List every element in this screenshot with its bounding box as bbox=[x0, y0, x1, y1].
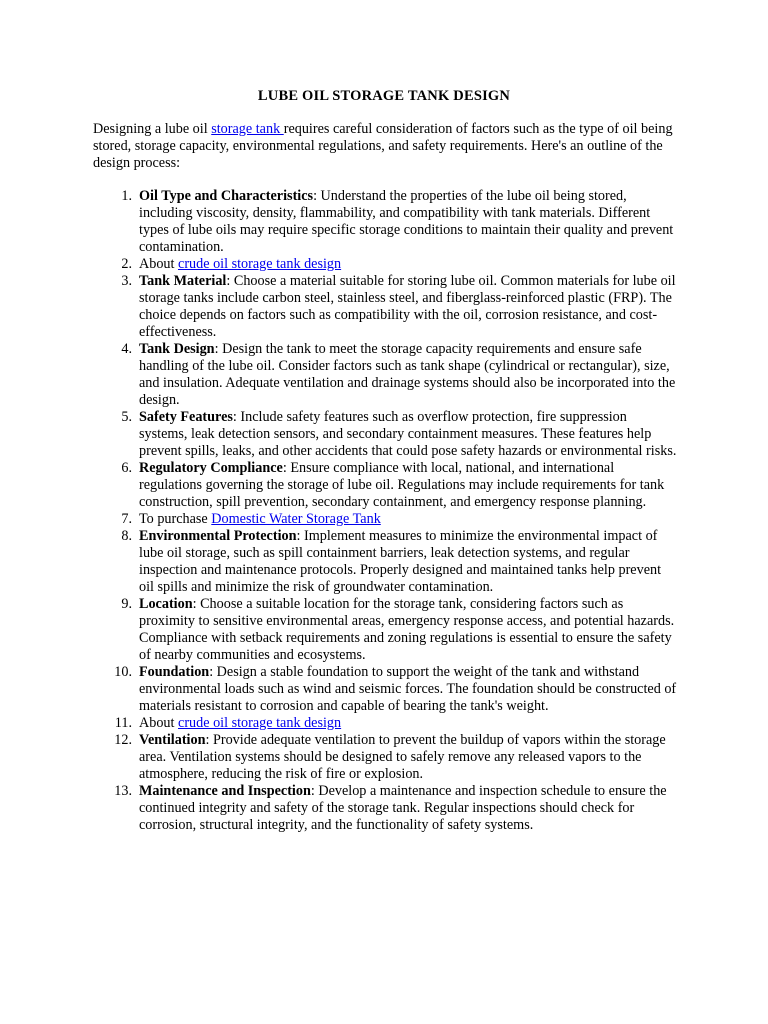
list-number: 12. bbox=[114, 732, 132, 748]
list-text: : Include safety features such as overflow protection, fire suppression systems, leak detection sensors, and secondary containment measures. These features help prevent spills, leaks, and other accidents that could pose safety hazards or environmental risks. bbox=[139, 409, 677, 459]
list-term: Tank Material bbox=[139, 273, 227, 289]
list-item bbox=[0, 256, 677, 273]
list-number: 6. bbox=[121, 460, 132, 476]
list-item bbox=[0, 409, 677, 460]
list-number: 9. bbox=[121, 596, 132, 612]
list-term: Safety Features bbox=[139, 409, 233, 425]
list-term: Location bbox=[139, 596, 193, 612]
list-term: Maintenance and Inspection bbox=[139, 783, 311, 799]
design-steps-list bbox=[0, 188, 768, 834]
list-prefix: About bbox=[139, 256, 179, 272]
list-item bbox=[0, 511, 677, 528]
list-item bbox=[0, 188, 677, 256]
list-number: 8. bbox=[121, 528, 132, 544]
crude-oil-tank-design-link[interactable]: crude oil storage tank design bbox=[178, 256, 342, 272]
list-number: 5. bbox=[121, 409, 132, 425]
list-prefix: To purchase bbox=[139, 511, 212, 527]
list-item bbox=[0, 460, 677, 511]
list-text: : Provide adequate ventilation to prevent the buildup of vapors within the storage area. Ventilation systems should be designed to safely remove any released vapors to the atmosphere, reducing the risk of fire or explosion. bbox=[139, 732, 666, 782]
list-term: Oil Type and Characteristics bbox=[139, 188, 314, 204]
list-text: : Ensure compliance with local, national, and international regulations governing the storage of lube oil. Regulations may include requirements for tank construction, spill prevention, secondary containment, and emergency response planning. bbox=[139, 460, 665, 510]
list-text: : Design the tank to meet the storage capacity requirements and ensure safe handling of the lube oil. Consider factors such as tank shape (cylindrical or rectangular), size, and insulation. Adequate ventilation and drainage systems should also be incorporated into the design. bbox=[139, 341, 676, 408]
intro-text-after: requires careful consideration of factors such as the type of oil being stored, storage capacity, environmental regulations, and safety requirements. Here's an outline of the design process: bbox=[93, 121, 673, 171]
list-text: : Choose a suitable location for the storage tank, considering factors such as proximity to sensitive environmental areas, emergency response access, and potential hazards. Compliance with setback requirements and zoning regulations is essential to ensure the safety of nearby communities and ecosystems. bbox=[139, 596, 675, 663]
list-item bbox=[0, 715, 677, 732]
list-item bbox=[0, 596, 677, 664]
list-item bbox=[0, 732, 677, 783]
list-number: 1. bbox=[121, 188, 132, 204]
list-item bbox=[0, 273, 677, 341]
domestic-water-tank-link[interactable]: Domestic Water Storage Tank bbox=[211, 511, 381, 527]
list-text: : Choose a material suitable for storing lube oil. Common materials for lube oil storage tanks include carbon steel, stainless steel, and fiberglass-reinforced plastic (FRP). The choice depends on factors such as compatibility with the oil, corrosion resistance, and cost-effectiveness. bbox=[139, 273, 676, 340]
intro-text-before: Designing a lube oil bbox=[93, 121, 212, 137]
list-item bbox=[0, 783, 677, 834]
list-number: 2. bbox=[121, 256, 132, 272]
page-title: LUBE OIL STORAGE TANK DESIGN bbox=[257, 88, 511, 104]
list-term: Tank Design bbox=[139, 341, 215, 357]
list-text: : Design a stable foundation to support the weight of the tank and withstand environmental loads such as wind and seismic forces. The foundation should be constructed of materials resistant to corrosion and capable of bearing the tank's weight. bbox=[139, 664, 677, 714]
list-number: 4. bbox=[121, 341, 132, 357]
list-item bbox=[0, 528, 677, 596]
list-item bbox=[0, 664, 677, 715]
list-text: : Understand the properties of the lube oil being stored, including viscosity, density, flammability, and compatibility with tank materials. Different types of lube oils may require specific storage conditions to maintain their quality and prevent contamination. bbox=[139, 188, 674, 255]
storage-tank-link[interactable]: storage tank bbox=[211, 121, 284, 137]
list-term: Regulatory Compliance bbox=[139, 460, 283, 476]
list-number: 7. bbox=[121, 511, 132, 527]
list-term: Ventilation bbox=[139, 732, 206, 748]
list-term: Foundation bbox=[139, 664, 210, 680]
list-item bbox=[0, 341, 677, 409]
list-number: 10. bbox=[114, 664, 132, 680]
list-term: Environmental Protection bbox=[139, 528, 297, 544]
list-number: 3. bbox=[121, 273, 132, 289]
list-number: 11. bbox=[114, 715, 132, 731]
intro-paragraph bbox=[93, 121, 678, 172]
list-text: : Implement measures to minimize the environmental impact of lube oil storage, such as spill containment barriers, leak detection systems, and regular inspection and maintenance protocols. Properly designed and maintained tanks help prevent oil spills and minimize the risk of groundwater contamination. bbox=[139, 528, 662, 595]
crude-oil-tank-design-link[interactable]: crude oil storage tank design bbox=[178, 715, 342, 731]
list-prefix: About bbox=[139, 715, 179, 731]
list-text: : Develop a maintenance and inspection schedule to ensure the continued integrity and safety of the storage tank. Regular inspections should check for corrosion, structural integrity, and the functionality of safety systems. bbox=[139, 783, 667, 833]
list-number: 13. bbox=[114, 783, 132, 799]
